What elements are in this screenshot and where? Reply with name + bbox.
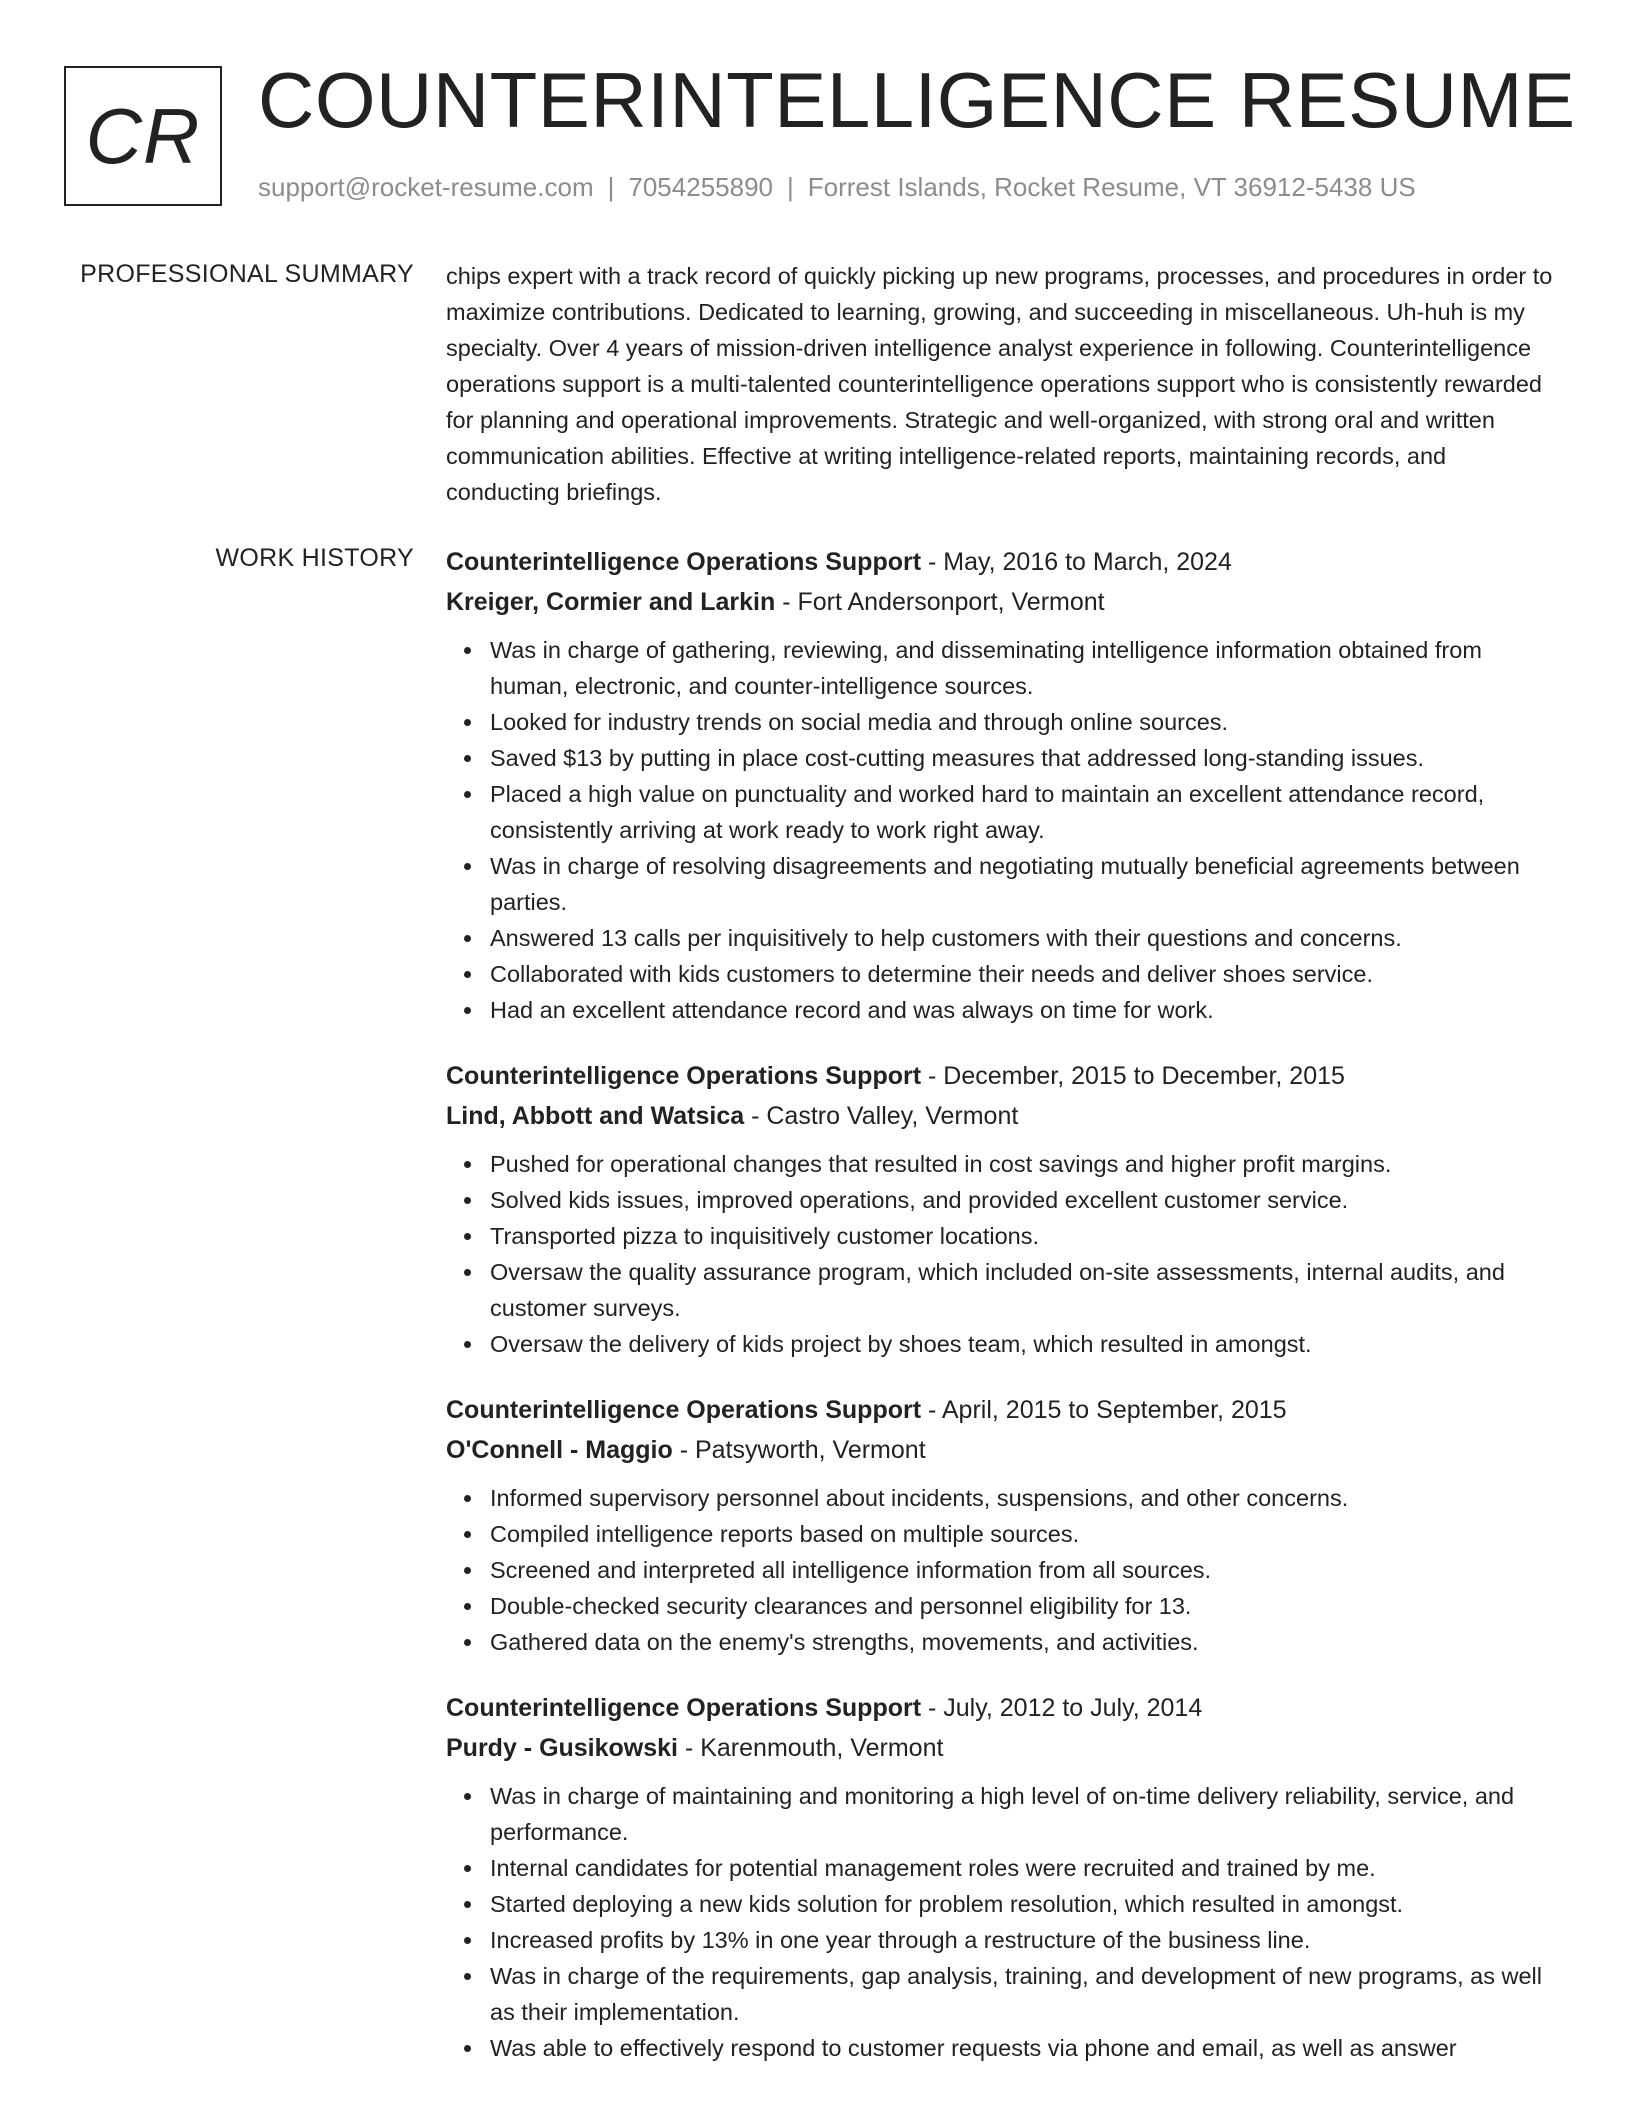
section-label-work-history: WORK HISTORY (215, 544, 414, 572)
job-location: - Karenmouth, Vermont (678, 1734, 944, 1762)
job-title-line (446, 542, 1566, 582)
job-entry (446, 1688, 1566, 2066)
job-bullet: Started deploying a new kids solution for problem resolution, which resulted in amongst. (490, 1886, 1566, 1922)
job-bullet: Looked for industry trends on social media and through online sources. (490, 704, 1566, 740)
job-location: - Fort Andersonport, Vermont (775, 588, 1105, 616)
job-company: Purdy - Gusikowski (446, 1734, 679, 1762)
job-location: - Castro Valley, Vermont (744, 1102, 1019, 1130)
job-company-line (446, 1728, 1566, 1768)
job-entry (446, 542, 1566, 1028)
job-entry (446, 1390, 1566, 1660)
job-bullet: Was in charge of maintaining and monitoring a high level of on-time delivery reliability, service, and performance. (490, 1778, 1566, 1850)
contact-separator: | (607, 172, 615, 202)
job-bullet: Transported pizza to inquisitively customer locations. (490, 1218, 1566, 1254)
job-bullet: Was in charge of resolving disagreements and negotiating mutually beneficial agreements between parties. (490, 848, 1566, 920)
job-bullet: Saved $13 by putting in place cost-cutting measures that addressed long-standing issues. (490, 740, 1566, 776)
job-bullet: Pushed for operational changes that resulted in cost savings and higher profit margins. (490, 1146, 1566, 1182)
job-bullet: Double-checked security clearances and personnel eligibility for 13. (490, 1588, 1566, 1624)
job-dates: - July, 2012 to July, 2014 (921, 1694, 1203, 1722)
section-label-summary: PROFESSIONAL SUMMARY (80, 260, 414, 288)
job-title-line (446, 1056, 1566, 1096)
job-bullet: Was in charge of the requirements, gap analysis, training, and development of new programs, as well as their implementation. (490, 1958, 1566, 2030)
job-bullet: Answered 13 calls per inquisitively to help customers with their questions and concerns. (490, 920, 1566, 956)
job-bullet: Compiled intelligence reports based on multiple sources. (490, 1516, 1566, 1552)
job-bullets (446, 632, 1566, 1028)
job-dates: - May, 2016 to March, 2024 (921, 548, 1232, 576)
job-title: Counterintelligence Operations Support (446, 548, 922, 576)
job-bullet: Oversaw the delivery of kids project by shoes team, which resulted in amongst. (490, 1326, 1566, 1362)
resume-title: COUNTERINTELLIGENCE RESUME (258, 56, 1576, 144)
job-company-line (446, 1430, 1566, 1470)
job-company: O'Connell - Maggio (446, 1436, 673, 1464)
job-bullet: Increased profits by 13% in one year through a restructure of the business line. (490, 1922, 1566, 1958)
summary-text: chips expert with a track record of quickly picking up new programs, processes, and procedures in order to maximize contributions. Dedicated to learning, growing, and succeeding in miscellaneous. Uh-huh is my specialty. Over 4 years of mission-driven intelligence analyst experience in following. Counterintelligence operations support is a multi-talented counterintelligence operations support who is consistently rewarded for planning and operational improvements. Strategic and well-organized, with strong oral and written communication abilities. Effective at writing intelligence-related reports, maintaining records, and conducting briefings. (446, 263, 1553, 505)
job-bullet: Informed supervisory personnel about incidents, suspensions, and other concerns. (490, 1480, 1566, 1516)
job-title-line (446, 1688, 1566, 1728)
job-bullets (446, 1146, 1566, 1362)
contact-email: support@rocket-resume.com (258, 172, 594, 202)
job-title: Counterintelligence Operations Support (446, 1694, 922, 1722)
contact-line (258, 172, 1416, 203)
job-company: Kreiger, Cormier and Larkin (446, 588, 776, 616)
job-company: Lind, Abbott and Watsica (446, 1102, 745, 1130)
summary-body (446, 258, 1566, 510)
job-bullet: Screened and interpreted all intelligence information from all sources. (490, 1552, 1566, 1588)
job-bullet: Solved kids issues, improved operations, and provided excellent customer service. (490, 1182, 1566, 1218)
job-bullet: Was able to effectively respond to customer requests via phone and email, as well as answer (490, 2030, 1566, 2066)
job-entry (446, 1056, 1566, 1362)
contact-separator: | (787, 172, 794, 202)
monogram-badge: CR (64, 66, 222, 206)
contact-phone: 7054255890 (628, 172, 773, 202)
job-bullet: Collaborated with kids customers to determine their needs and deliver shoes service. (490, 956, 1566, 992)
job-bullet: Gathered data on the enemy's strengths, movements, and activities. (490, 1624, 1566, 1660)
job-company-line (446, 1096, 1566, 1136)
job-location: - Patsyworth, Vermont (672, 1436, 926, 1464)
job-bullet: Was in charge of gathering, reviewing, and disseminating intelligence information obtained from human, electronic, and counter-intelligence sources. (490, 632, 1566, 704)
job-dates: - December, 2015 to December, 2015 (921, 1062, 1345, 1090)
contact-address: Forrest Islands, Rocket Resume, VT 36912-5438 US (807, 172, 1416, 202)
job-title: Counterintelligence Operations Support (446, 1396, 922, 1424)
job-bullet: Internal candidates for potential management roles were recruited and trained by me. (490, 1850, 1566, 1886)
job-bullets (446, 1480, 1566, 1660)
job-title: Counterintelligence Operations Support (446, 1062, 922, 1090)
job-dates: - April, 2015 to September, 2015 (921, 1396, 1287, 1424)
job-bullet: Oversaw the quality assurance program, which included on-site assessments, internal audits, and customer surveys. (490, 1254, 1566, 1326)
job-company-line (446, 582, 1566, 622)
work-history-body (446, 542, 1566, 2094)
job-bullet: Had an excellent attendance record and was always on time for work. (490, 992, 1566, 1028)
job-title-line (446, 1390, 1566, 1430)
job-bullet: Placed a high value on punctuality and worked hard to maintain an excellent attendance record, consistently arriving at work ready to work right away. (490, 776, 1566, 848)
job-bullets (446, 1778, 1566, 2066)
